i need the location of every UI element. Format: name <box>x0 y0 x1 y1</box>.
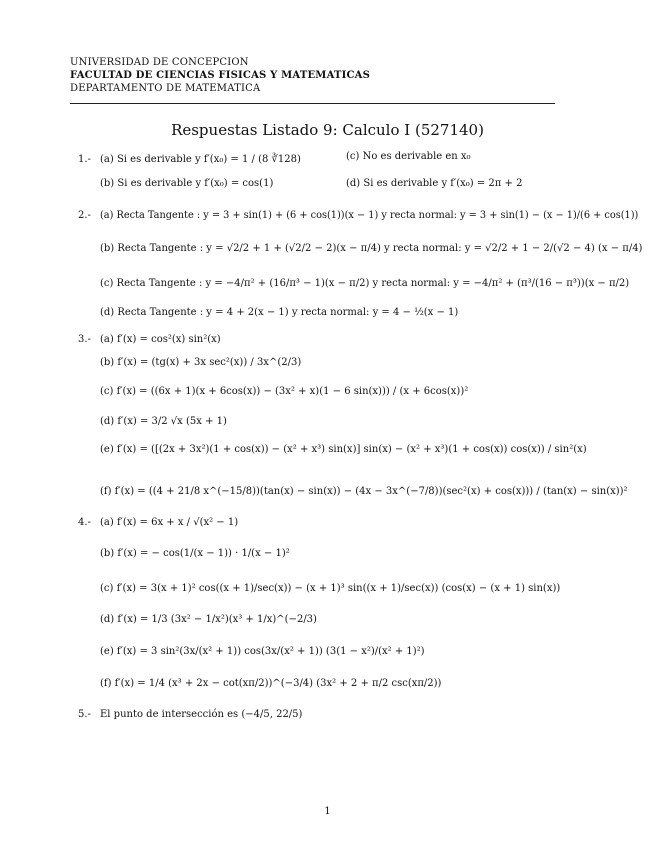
problem-number: 4.- <box>78 517 91 528</box>
answer-5: El punto de intersección es (−4/5, 22/5) <box>100 709 303 720</box>
page-title: Respuestas Listado 9: Calculo I (527140) <box>171 121 484 139</box>
answer-3f: (f) f′(x) = ((4 + 21/8 x^(−15/8))(tan(x) − sin(x)) − (4x − 3x^(−7/8))(sec²(x) + cos(x))) / (tan(x) − sin(x))² <box>100 486 628 497</box>
problem-number: 2.- <box>78 210 91 221</box>
answer-1a: (a) Si es derivable y f′(x₀) = 1 / (8 ∛128) <box>100 154 301 165</box>
problem-number: 5.- <box>78 709 91 720</box>
answer-1b: (b) Si es derivable y f′(x₀) = cos(1) <box>100 178 274 189</box>
answer-3c: (c) f′(x) = ((6x + 1)(x + 6cos(x)) − (3x² + x)(1 − 6 sin(x))) / (x + 6cos(x))² <box>100 386 469 397</box>
answer-3a: (a) f′(x) = cos²(x) sin²(x) <box>100 334 221 345</box>
header-rule <box>70 103 555 104</box>
answer-4a: (a) f′(x) = 6x + x / √(x² − 1) <box>100 517 239 528</box>
answer-2b: (b) Recta Tangente : y = √2/2 + 1 + (√2/2 − 2)(x − π/4) y recta normal: y = √2/2 + 1 − 2/(√2 − 4) (x − π/4) <box>100 243 643 254</box>
problem-number: 1.- <box>78 154 91 165</box>
faculty-name: FACULTAD DE CIENCIAS FISICAS Y MATEMATICAS <box>70 70 371 81</box>
answer-4e: (e) f′(x) = 3 sin²(3x/(x² + 1)) cos(3x/(x² + 1)) (3(1 − x²)/(x² + 1)²) <box>100 646 425 657</box>
department-name: DEPARTAMENTO DE MATEMATICA <box>70 83 261 94</box>
answer-4c: (c) f′(x) = 3(x + 1)² cos((x + 1)/sec(x)) − (x + 1)³ sin((x + 1)/sec(x)) (cos(x) − (x + 1) sin(x)) <box>100 583 561 594</box>
answer-1c: (c) No es derivable en x₀ <box>346 151 471 162</box>
university-name: UNIVERSIDAD DE CONCEPCION <box>70 57 249 68</box>
answer-4f: (f) f′(x) = 1/4 (x³ + 2x − cot(xπ/2))^(−3/4) (3x² + 2 + π/2 csc(xπ/2)) <box>100 678 442 689</box>
answer-4d: (d) f′(x) = 1/3 (3x² − 1/x²)(x³ + 1/x)^(−2/3) <box>100 614 317 625</box>
answer-2a: (a) Recta Tangente : y = 3 + sin(1) + (6 + cos(1))(x − 1) y recta normal: y = 3 + sin(1) − (x − 1)/(6 + cos(1)) <box>100 210 639 221</box>
answer-3e: (e) f′(x) = ([(2x + 3x²)(1 + cos(x)) − (x² + x³) sin(x)] sin(x) − (x² + x³)(1 + cos(x)) cos(x)) / sin²(x) <box>100 444 587 455</box>
answer-2d: (d) Recta Tangente : y = 4 + 2(x − 1) y recta normal: y = 4 − ½(x − 1) <box>100 307 459 318</box>
answer-2c: (c) Recta Tangente : y = −4/π² + (16/π³ − 1)(x − π/2) y recta normal: y = −4/π² + (π³/(16 − π³))(x − π/2) <box>100 278 630 289</box>
answer-4b: (b) f′(x) = − cos(1/(x − 1)) · 1/(x − 1)² <box>100 548 290 559</box>
answer-3b: (b) f′(x) = (tg(x) + 3x sec²(x)) / 3x^(2/3) <box>100 357 302 368</box>
page-number: 1 <box>324 806 331 817</box>
problem-number: 3.- <box>78 334 91 345</box>
answer-3d: (d) f′(x) = 3/2 √x (5x + 1) <box>100 416 227 427</box>
answer-1d: (d) Si es derivable y f′(x₀) = 2π + 2 <box>346 178 523 189</box>
